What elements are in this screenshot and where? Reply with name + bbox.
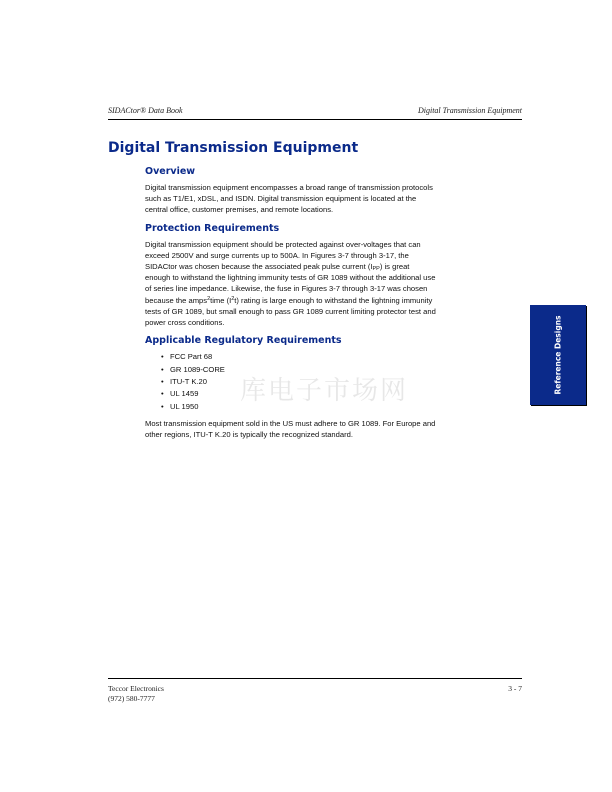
text-line: Digital transmission equipment should be protected against over-voltages that can (145, 239, 421, 249)
page-title: Digital Transmission Equipment (108, 140, 359, 156)
regulatory-heading: Applicable Regulatory Requirements (145, 335, 342, 347)
overview-paragraph (145, 182, 490, 216)
text-fragment: time (I (210, 295, 232, 305)
watermark: 库电子市场网 (240, 376, 409, 406)
text-line: Digital transmission equipment encompasses a broad range of transmission protocols (145, 183, 433, 192)
list-item: • UL 1459 (161, 388, 490, 400)
text-line: other regions, ITU-T K.20 is typically the recognized standard. (145, 430, 353, 440)
page-number: 3 - 7 (508, 684, 522, 693)
text-line (145, 295, 490, 306)
text-line: tests of GR 1089, but small enough to pass GR 1089 current limiting protector test and (145, 306, 436, 316)
text-line: exceed 2500V and surge currents up to 500A. In Figures 3-7 through 3-17, the (145, 250, 409, 260)
list-item: • UL 1950 (161, 401, 490, 413)
footer-phone: (972) 580-7777 (108, 694, 155, 703)
text-line: Most transmission equipment sold in the US must adhere to GR 1089. For Europe and (145, 419, 436, 429)
text-line: enough to withstand the lightning immunity tests of GR 1089 without the additional use (145, 273, 436, 283)
reference-designs-tab (530, 305, 586, 405)
footer-company: Teccor Electronics (108, 684, 164, 693)
header-book-title: SIDACtor® Data Book (108, 106, 183, 115)
text-line: such as T1/E1, xDSL, and ISDN. Digital transmission equipment is located at the (145, 194, 417, 204)
protection-heading: Protection Requirements (145, 222, 280, 234)
header-divider (108, 119, 522, 120)
list-item: • FCC Part 68 (161, 351, 490, 363)
text-fragment: ) is great (379, 262, 410, 272)
side-tab-label: Reference Designs (553, 315, 563, 395)
superscript: 2 (231, 295, 235, 302)
list-item: • ITU-T K.20 (161, 376, 490, 388)
text-fragment: because the amps (145, 295, 208, 305)
superscript: 2 (207, 295, 211, 302)
text-line (145, 261, 490, 272)
list-item: • GR 1089-CORE (161, 364, 490, 376)
protection-paragraph (145, 239, 490, 329)
text-line: of series line impedance. Likewise, the fuse in Figures 3-7 through 3-17 was chosen (145, 284, 428, 294)
subscript-pp: PP (372, 266, 380, 273)
text-line: power cross conditions. (145, 318, 225, 328)
header-section-title: Digital Transmission Equipment (417, 106, 522, 115)
overview-heading: Overview (145, 166, 196, 177)
text-fragment: SIDACtor was chosen because the associated peak pulse current (I (145, 262, 373, 272)
regulatory-paragraph (145, 418, 490, 440)
text-fragment: t) rating is large enough to withstand the lightning immunity (234, 295, 433, 305)
footer-divider (108, 678, 522, 679)
text-line: central office, customer premises, and remote locations. (145, 205, 334, 215)
